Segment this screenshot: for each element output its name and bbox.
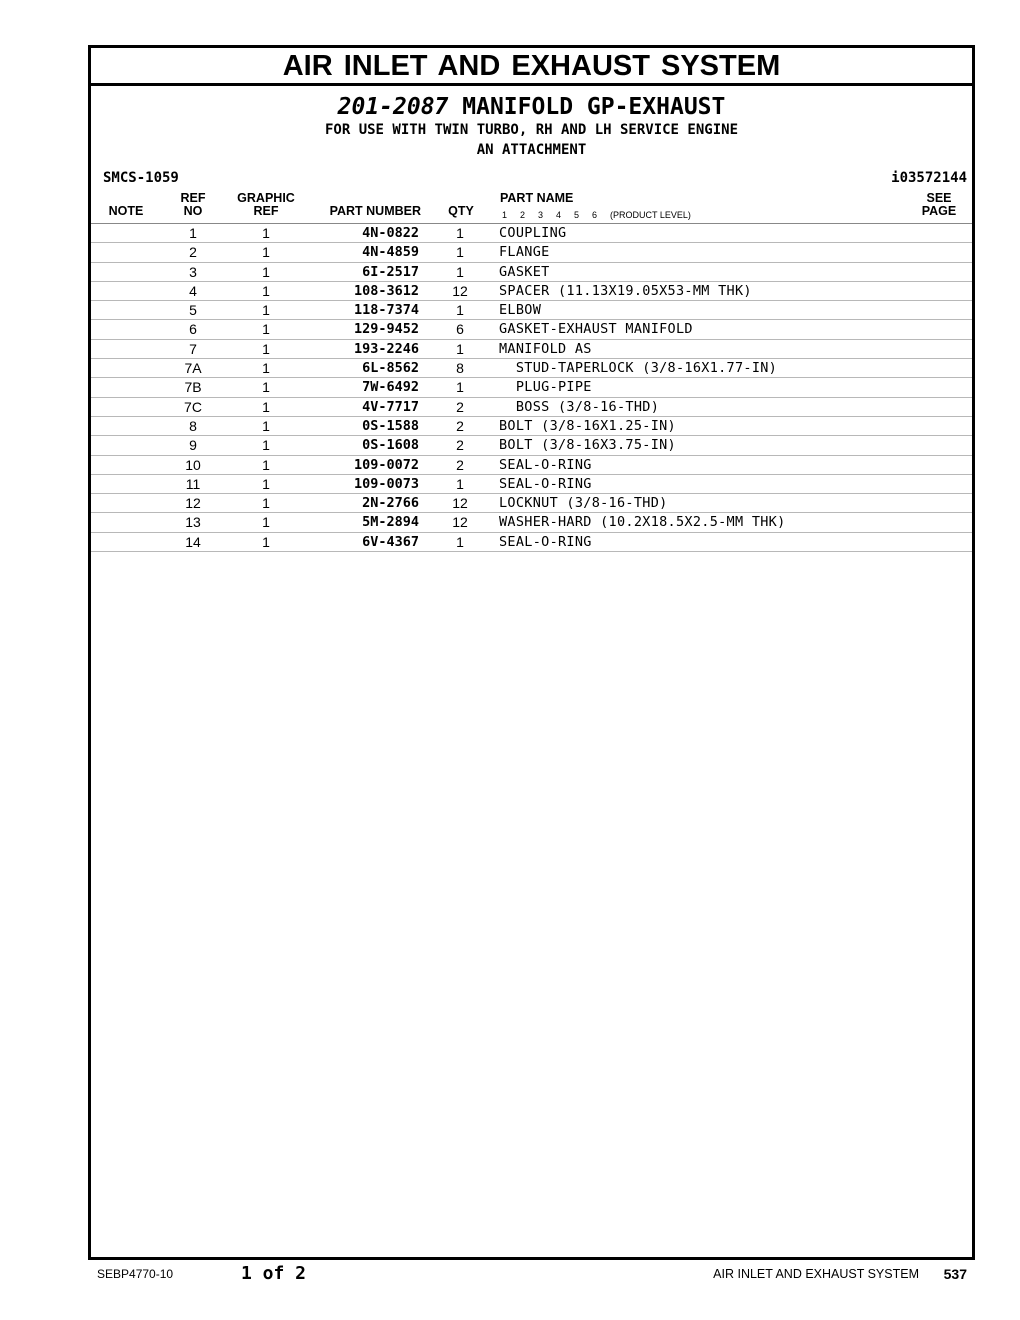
qty-cell: 1 — [456, 533, 464, 550]
part-name-cell: MANIFOLD AS — [499, 340, 592, 357]
ref-no-cell: 3 — [189, 263, 197, 280]
table-row — [91, 263, 972, 282]
ref-no-cell: 8 — [189, 417, 197, 434]
ref-no-cell: 2 — [189, 244, 197, 261]
ref-no-cell: 7A — [184, 360, 202, 377]
graphic-ref-cell: 1 — [262, 302, 270, 319]
part-number-cell: 109-0072 — [353, 456, 419, 473]
graphic-ref-cell: 1 — [262, 225, 270, 241]
qty-cell: 12 — [452, 514, 468, 531]
group-name: MANIFOLD GP-EXHAUST — [462, 94, 726, 120]
graphic-ref-cell: 1 — [262, 360, 270, 377]
graphic-ref-cell: 1 — [262, 244, 270, 261]
qty-cell: 12 — [452, 282, 468, 299]
level-label: 6 — [592, 210, 598, 220]
table-row — [91, 494, 972, 513]
header-ref-top: REF — [180, 191, 206, 205]
part-name-cell: BOLT (3/8-16X3.75-IN) — [499, 437, 676, 454]
graphic-ref-cell: 1 — [262, 533, 270, 550]
part-number-cell: 4N-4859 — [362, 244, 419, 261]
header-part-number: PART NUMBER — [329, 204, 421, 218]
level-label: 2 — [520, 210, 526, 220]
table-row — [91, 378, 972, 397]
ref-no-cell: 7B — [184, 379, 202, 396]
group-number: 201-2087 — [337, 94, 449, 120]
table-row — [91, 398, 972, 417]
qty-cell: 1 — [456, 379, 464, 396]
product-level-label: (PRODUCT LEVEL) — [610, 210, 691, 220]
graphic-ref-cell: 1 — [262, 282, 270, 299]
footer-page-of: 1 of 2 — [241, 1263, 307, 1284]
part-name-cell: WASHER-HARD (10.2X18.5X2.5-MM THK) — [499, 514, 786, 531]
qty-cell: 6 — [456, 321, 464, 338]
graphic-ref-cell: 1 — [262, 263, 270, 280]
part-name-cell: PLUG-PIPE — [499, 379, 592, 396]
footer-section: AIR INLET AND EXHAUST SYSTEM — [713, 1267, 919, 1281]
header-ref-no — [173, 192, 213, 218]
part-name-cell: COUPLING — [499, 225, 567, 241]
graphic-ref-cell: 1 — [262, 495, 270, 512]
parts-table — [91, 223, 972, 552]
part-number-cell: 6V-4367 — [362, 533, 419, 550]
header-qty: QTY — [448, 204, 474, 218]
part-name-cell: SEAL-O-RING — [499, 456, 592, 473]
table-row — [91, 436, 972, 455]
group-heading — [91, 93, 972, 121]
graphic-ref-cell: 1 — [262, 475, 270, 492]
ref-no-cell: 4 — [189, 282, 197, 299]
table-row — [91, 456, 972, 475]
ref-no-cell: 7C — [184, 398, 202, 415]
graphic-ref-cell: 1 — [262, 340, 270, 357]
table-row — [91, 320, 972, 339]
graphic-ref-cell: 1 — [262, 379, 270, 396]
part-name-cell: SPACER (11.13X19.05X53-MM THK) — [499, 282, 752, 299]
header-note: NOTE — [108, 204, 144, 218]
ref-no-cell: 13 — [185, 514, 201, 531]
graphic-ref-cell: 1 — [262, 417, 270, 434]
qty-cell: 1 — [456, 340, 464, 357]
header-graphic-bottom: REF — [253, 204, 279, 218]
part-number-cell: 108-3612 — [353, 282, 419, 299]
part-number-cell: 5M-2894 — [362, 514, 419, 531]
ref-no-cell: 5 — [189, 302, 197, 319]
part-number-cell: 6I-2517 — [362, 263, 419, 280]
ref-no-cell: 12 — [185, 495, 201, 512]
part-number-cell: 6L-8562 — [362, 360, 419, 377]
table-row — [91, 301, 972, 320]
qty-cell: 1 — [456, 263, 464, 280]
part-number-cell: 118-7374 — [353, 302, 419, 319]
graphic-ref-cell: 1 — [262, 437, 270, 454]
table-row — [91, 417, 972, 436]
graphic-ref-cell: 1 — [262, 514, 270, 531]
illustration-id: i03572144 — [891, 170, 967, 186]
ref-no-cell: 1 — [189, 225, 197, 241]
part-name-cell: ELBOW — [499, 302, 542, 319]
qty-cell: 1 — [456, 244, 464, 261]
part-number-cell: 109-0073 — [353, 475, 419, 492]
header-product-levels — [502, 210, 691, 220]
header-ref-bottom: NO — [183, 204, 203, 218]
part-number-cell: 193-2246 — [353, 340, 419, 357]
level-label: 5 — [574, 210, 580, 220]
table-row — [91, 282, 972, 301]
table-row — [91, 359, 972, 378]
part-number-cell: 0S-1608 — [362, 437, 419, 454]
ref-no-cell: 11 — [185, 475, 201, 492]
part-name-cell: BOSS (3/8-16-THD) — [499, 398, 660, 415]
part-name-cell: SEAL-O-RING — [499, 533, 592, 550]
header-see-bottom: PAGE — [921, 204, 957, 218]
page-frame — [88, 45, 975, 1260]
qty-cell: 2 — [456, 398, 464, 415]
part-name-cell: BOLT (3/8-16X1.25-IN) — [499, 417, 676, 434]
qty-cell: 12 — [452, 495, 468, 512]
footer-page-number: 537 — [943, 1266, 967, 1282]
header-see-top: SEE — [926, 191, 952, 205]
part-number-cell: 129-9452 — [353, 321, 419, 338]
table-row — [91, 224, 972, 243]
table-row — [91, 243, 972, 262]
level-label: 1 — [502, 210, 508, 220]
part-number-cell: 4V-7717 — [362, 398, 419, 415]
qty-cell: 8 — [456, 360, 464, 377]
header-see-page — [913, 192, 965, 218]
part-name-cell: STUD-TAPERLOCK (3/8-16X1.77-IN) — [499, 360, 778, 377]
ref-no-cell: 7 — [189, 340, 197, 357]
ref-no-cell: 14 — [185, 533, 201, 550]
system-title: AIR INLET AND EXHAUST SYSTEM — [91, 48, 972, 86]
table-row — [91, 475, 972, 494]
group-subtitle-1: FOR USE WITH TWIN TURBO, RH AND LH SERVICE ENGINE — [324, 122, 738, 138]
part-name-cell: GASKET-EXHAUST MANIFOLD — [499, 321, 693, 338]
level-label: 4 — [556, 210, 562, 220]
footer-doc-number: SEBP4770-10 — [97, 1267, 174, 1281]
ref-no-cell: 10 — [185, 456, 201, 473]
graphic-ref-cell: 1 — [262, 398, 270, 415]
table-row — [91, 340, 972, 359]
qty-cell: 1 — [456, 475, 464, 492]
part-name-cell: LOCKNUT (3/8-16-THD) — [499, 495, 668, 512]
qty-cell: 1 — [456, 225, 464, 241]
qty-cell: 2 — [456, 417, 464, 434]
header-part-name: PART NAME — [500, 191, 574, 205]
ref-no-cell: 9 — [189, 437, 197, 454]
part-name-cell: GASKET — [499, 263, 550, 280]
table-row — [91, 513, 972, 532]
qty-cell: 2 — [456, 437, 464, 454]
table-row — [91, 533, 972, 552]
part-name-cell: SEAL-O-RING — [499, 475, 592, 492]
ref-no-cell: 6 — [189, 321, 197, 338]
qty-cell: 1 — [456, 302, 464, 319]
part-number-cell: 0S-1588 — [362, 417, 419, 434]
graphic-ref-cell: 1 — [262, 321, 270, 338]
qty-cell: 2 — [456, 456, 464, 473]
group-subtitle-2: AN ATTACHMENT — [476, 142, 587, 158]
part-name-cell: FLANGE — [499, 244, 550, 261]
smcs-code: SMCS-1059 — [103, 170, 179, 186]
header-graphic-top: GRAPHIC — [237, 191, 295, 205]
header-graphic-ref — [231, 192, 301, 218]
graphic-ref-cell: 1 — [262, 456, 270, 473]
part-number-cell: 4N-0822 — [362, 225, 419, 241]
part-number-cell: 2N-2766 — [362, 495, 419, 512]
level-label: 3 — [538, 210, 544, 220]
part-number-cell: 7W-6492 — [362, 379, 419, 396]
